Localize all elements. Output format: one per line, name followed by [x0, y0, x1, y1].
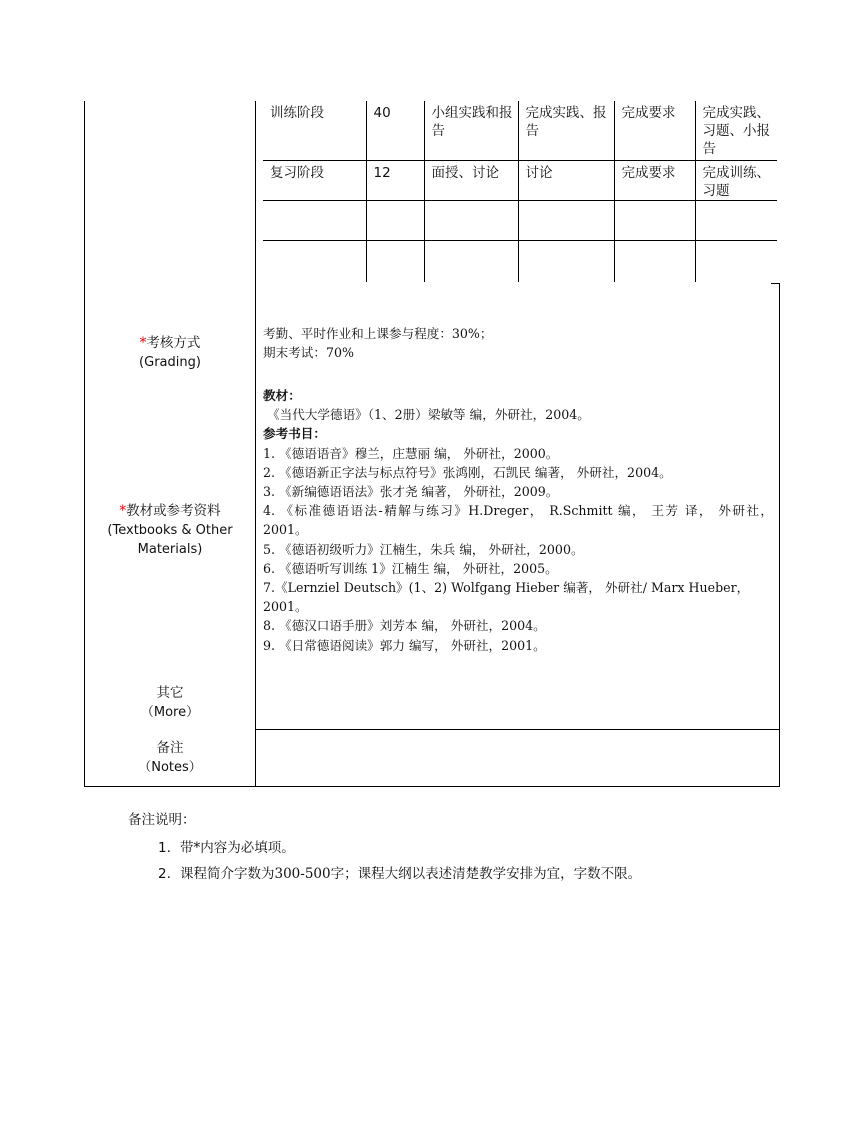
reference-item: 8. 《德汉口语手册》刘芳本 编， 外研社，2004。 [263, 618, 546, 634]
grading-content [263, 324, 773, 362]
table-cell: 完成训练、习题 [695, 160, 777, 200]
table-cell [614, 240, 695, 282]
table-cell: 完成要求 [614, 160, 695, 200]
table-cell: 讨论 [518, 160, 614, 200]
table-cell [614, 200, 695, 240]
materials-content [263, 386, 773, 655]
reference-item: 7.《Lernziel Deutsch》(1、2) Wolfgang Hieber 编著， 外研社/ Marx Hueber，2001。 [263, 580, 750, 615]
table-cell: 复习阶段 [263, 160, 366, 200]
table-cell [366, 200, 424, 240]
list-number: 2. [158, 866, 171, 882]
list-text: 带*内容为必填项。 [180, 840, 295, 856]
more-label [85, 684, 255, 722]
textbook-heading: 教材： [263, 388, 301, 403]
grading-label-cn: 考核方式 [146, 335, 201, 351]
more-label-cn: 其它 [156, 685, 184, 701]
table-cell: 小组实践和报告 [424, 101, 518, 160]
notes-row-label [85, 739, 255, 777]
footnotes-title: 备注说明： [128, 812, 196, 828]
reference-item: 5. 《德语初级听力》江楠生，朱兵 编， 外研社，2000。 [263, 541, 584, 557]
table-cell: 完成要求 [614, 101, 695, 160]
materials-label-cn: 教材或参考资料 [126, 503, 221, 519]
materials-label-en-1: (Textbooks & Other [107, 523, 233, 538]
reference-item: 3. 《新编德语语法》张才尧 编著， 外研社，2009。 [263, 484, 559, 500]
grading-label [85, 334, 255, 372]
grading-line: 考勤、平时作业和上课参与程度：30%； [263, 326, 493, 341]
grading-line: 期末考试：70% [263, 345, 354, 361]
required-star: * [119, 503, 127, 519]
table-cell [366, 240, 424, 282]
table-border-right [779, 283, 780, 787]
table-cell [263, 240, 366, 282]
table-row [263, 160, 777, 200]
reference-item: 1. 《德语语音》穆兰，庄慧丽 编， 外研社，2000。 [263, 445, 559, 461]
table-row [263, 240, 777, 282]
table-cell [424, 240, 518, 282]
notes-label-en: （Notes） [138, 760, 202, 775]
reference-heading: 参考书目： [263, 426, 326, 442]
table-cell: 40 [366, 101, 424, 160]
materials-label [85, 502, 255, 559]
reference-item: 2. 《德语新正字法与标点符号》张鸿刚，石凯民 编著， 外研社，2004。 [263, 464, 672, 480]
list-item [158, 835, 641, 861]
table-cell: 12 [366, 160, 424, 200]
table-column-divider [255, 101, 256, 787]
list-number: 1. [158, 840, 171, 856]
table-cell: 完成实践、习题、小报告 [695, 101, 777, 160]
grading-label-en: (Grading) [139, 355, 201, 370]
table-cell: 训练阶段 [263, 101, 366, 160]
table-cell: 面授、讨论 [424, 160, 518, 200]
schedule-bottom-line [771, 283, 780, 284]
table-cell [695, 200, 777, 240]
table-cell [695, 240, 777, 282]
reference-item: 6. 《德语听写训练 1》江楠生 编， 外研社，2005。 [263, 560, 558, 576]
table-row [263, 101, 777, 160]
table-cell [424, 200, 518, 240]
reference-item: 4. 《标准德语语法-精解与练习》H.Dreger， R.Schmitt 编， 王芳 译， 外研社，2001。 [263, 503, 773, 538]
table-cell [518, 240, 614, 282]
table-cell [518, 200, 614, 240]
table-cell [263, 200, 366, 240]
reference-item: 9. 《日常德语阅读》郭力 编写， 外研社，2001。 [263, 637, 546, 653]
footnotes-list [158, 835, 641, 887]
table-row [263, 200, 777, 240]
table-border-bottom [84, 786, 780, 787]
notes-label-cn: 备注 [156, 740, 184, 756]
schedule-table [263, 101, 777, 282]
textbook-entry: 《当代大学德语》（1、2册）梁敏等 编，外研社，2004。 [267, 407, 590, 423]
more-label-en: （More） [140, 705, 200, 720]
materials-label-en-2: Materials) [137, 542, 203, 557]
table-cell: 完成实践、报告 [518, 101, 614, 160]
required-star: * [139, 335, 147, 351]
list-text: 课程简介字数为300-500字；课程大纲以表述清楚教学安排为宜，字数不限。 [180, 866, 642, 882]
row-divider-notes [255, 729, 780, 730]
list-item [158, 861, 641, 887]
